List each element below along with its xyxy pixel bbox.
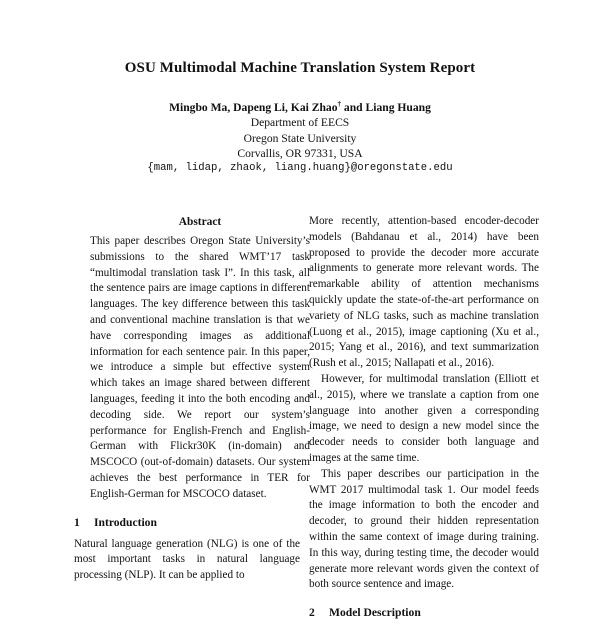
author-block [0,100,600,176]
author-names-main: Mingbo Ma, Dapeng Li, Kai Zhao [169,101,338,114]
affiliation-university: Oregon State University [243,131,357,145]
abstract-text: This paper describes Oregon State University’s submissions to the shared WMT’17 task “multimodal translation task I”. In this task, all the sentence pairs are image captions in different languages. The key difference between this task and conventional machine translation is that we have corresponding images as additional information for each sentence pair. In this paper, we introduce a simple but effective system which takes an image shared between different languages, feeding it into the both encoding and decoding side. We report our system’s performance for English-French and English-German with Flickr30K (in-domain) and MSCOCO (out-of-domain) datasets. Our system achieves the best performance in TER for English-German for MSCOCO dataset. [90,235,310,500]
left-column [74,214,312,584]
section-title: Introduction [94,515,157,529]
body-paragraph-attention: More recently, attention-based encoder-decoder models (Bahdanau et al., 2014) have been proposed to provide the decoder more accurate alignments to generate more relevant words. The remarkable ability of attention mechanisms quickly update the state-of-the-art performance on variety of NLG tasks, such as machine translation (Luong et al., 2015), image captioning (Xu et al., 2015; Yang et al., 2016), and text summarization (Rush et al., 2015; Nallapati et al., 2016). [309,215,539,370]
section-number: 1 [74,515,80,529]
section-title: Model Description [329,606,421,620]
author-dagger: † [337,100,342,109]
section-number: 2 [309,606,315,620]
paper-title: OSU Multimodal Machine Translation System Report [124,60,476,76]
author-emails: {mam, lidap, zhaok, liang.huang}@oregonstate.edu [147,162,453,175]
right-column [309,214,539,627]
body-paragraph-participation: This paper describes our participation in the WMT 2017 multimodal task 1. Our model feeds the image information to both the encoder and decoder, to ground their hidden representation within the same context of image during training. In this way, during testing time, the decoder would generate more relevant words given the context of both source sentence and image. [309,467,539,591]
affiliation-city: Corvallis, OR 97331, USA [237,146,363,160]
affiliation-dept: Department of EECS [250,116,350,130]
abstract-heading: Abstract [178,216,222,228]
intro-paragraph: Natural language generation (NLG) is one of the most important tasks in natural language processing (NLP). It can be applied to [74,537,300,582]
author-names [0,100,600,115]
body-paragraph-multimodal: However, for multimodal translation (Elliott et al., 2015), where we translate a caption from one language into another given a corresponding image, we need to design a new model since the decoder needs to consider both language and images at the same time. [309,372,539,464]
section-introduction-heading [74,515,312,531]
section-model-description-heading [309,605,533,621]
author-names-last: and Liang Huang [341,101,431,114]
